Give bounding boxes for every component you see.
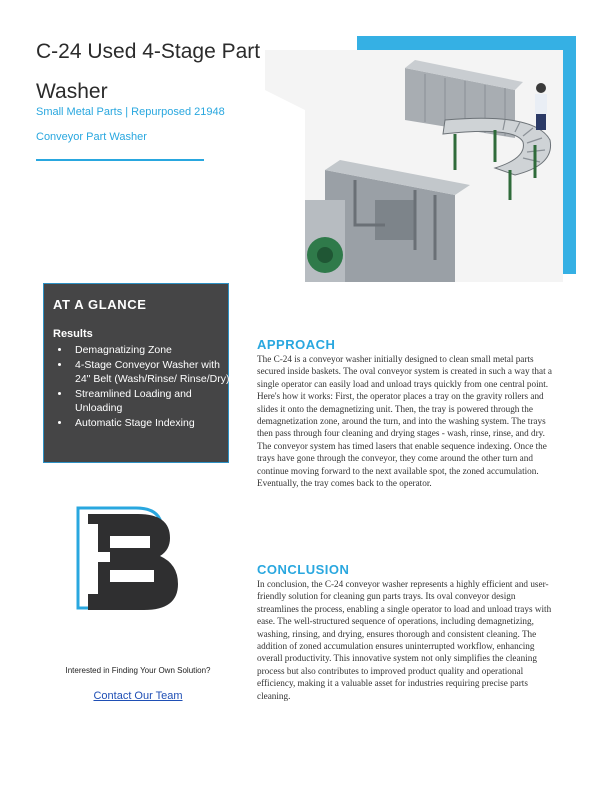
product-photo xyxy=(265,50,563,282)
page-title: C-24 Used 4-Stage Part Washer xyxy=(36,40,261,103)
results-item: • Streamlined Loading and Unloading xyxy=(71,387,231,416)
results-item: • 4-Stage Conveyor Washer with 24" Belt (Wash/Rinse/ Rinse/Dry) xyxy=(71,358,231,387)
company-logo xyxy=(74,506,186,610)
results-list xyxy=(53,343,231,430)
approach-body: The C-24 is a conveyor washer initially designed to clean small metal parts secured inside baskets. The oval conveyor system is created in such a way that a single operator can easily load and unload trays quickly from one central point. Here's how it works: First, the operator places a tray on the gravity rollers and slides it onto the demagnetizing unit. Then, the tray is powered through the demagnetization zone, around the turn, and into the washing system. The trays then pass through four cleaning and drying stages - wash, rinse, rinse, and dry. The conveyor system has timed lasers that enable sequence indexing. Once the trays have gone through the conveyor, they come around the other turn and continue moving forward to the next available spot, the zoned accumulation. Eventually, the tray comes back to the operator. xyxy=(257,354,553,489)
page-subtitle: Small Metal Parts | Repurposed 21948 Conveyor Part Washer xyxy=(36,106,225,143)
glance-title: AT A GLANCE xyxy=(53,297,147,312)
results-item: • Demagnatizing Zone xyxy=(71,343,231,358)
approach-heading: APPROACH xyxy=(257,337,336,352)
results-item: • Automatic Stage Indexing xyxy=(71,416,231,431)
cta-prompt: Interested in Finding Your Own Solution? xyxy=(65,666,211,675)
contact-team-link[interactable]: Contact Our Team xyxy=(93,690,183,702)
conclusion-heading: CONCLUSION xyxy=(257,562,350,577)
results-label: Results xyxy=(53,328,93,340)
title-divider xyxy=(36,159,204,161)
conclusion-body: In conclusion, the C-24 conveyor washer represents a highly efficient and user-friendly solution for cleaning gun parts trays. Its oval conveyor design streamlines the process, enabling a single operator to load and unload trays with ease. The well-structured sequence of operations, including demagnetizing, washing, rinsing, and drying, ensures thorough and consistent cleaning. The addition of zoned accumulation ensures uninterrupted workflow, enhancing overall productivity. This innovative system not only simplifies the cleaning process but also contributes to improved product quality and operational efficiency, making it a valuable asset for industries requiring precise parts cleaning. xyxy=(257,579,552,701)
at-a-glance-panel xyxy=(43,283,229,463)
